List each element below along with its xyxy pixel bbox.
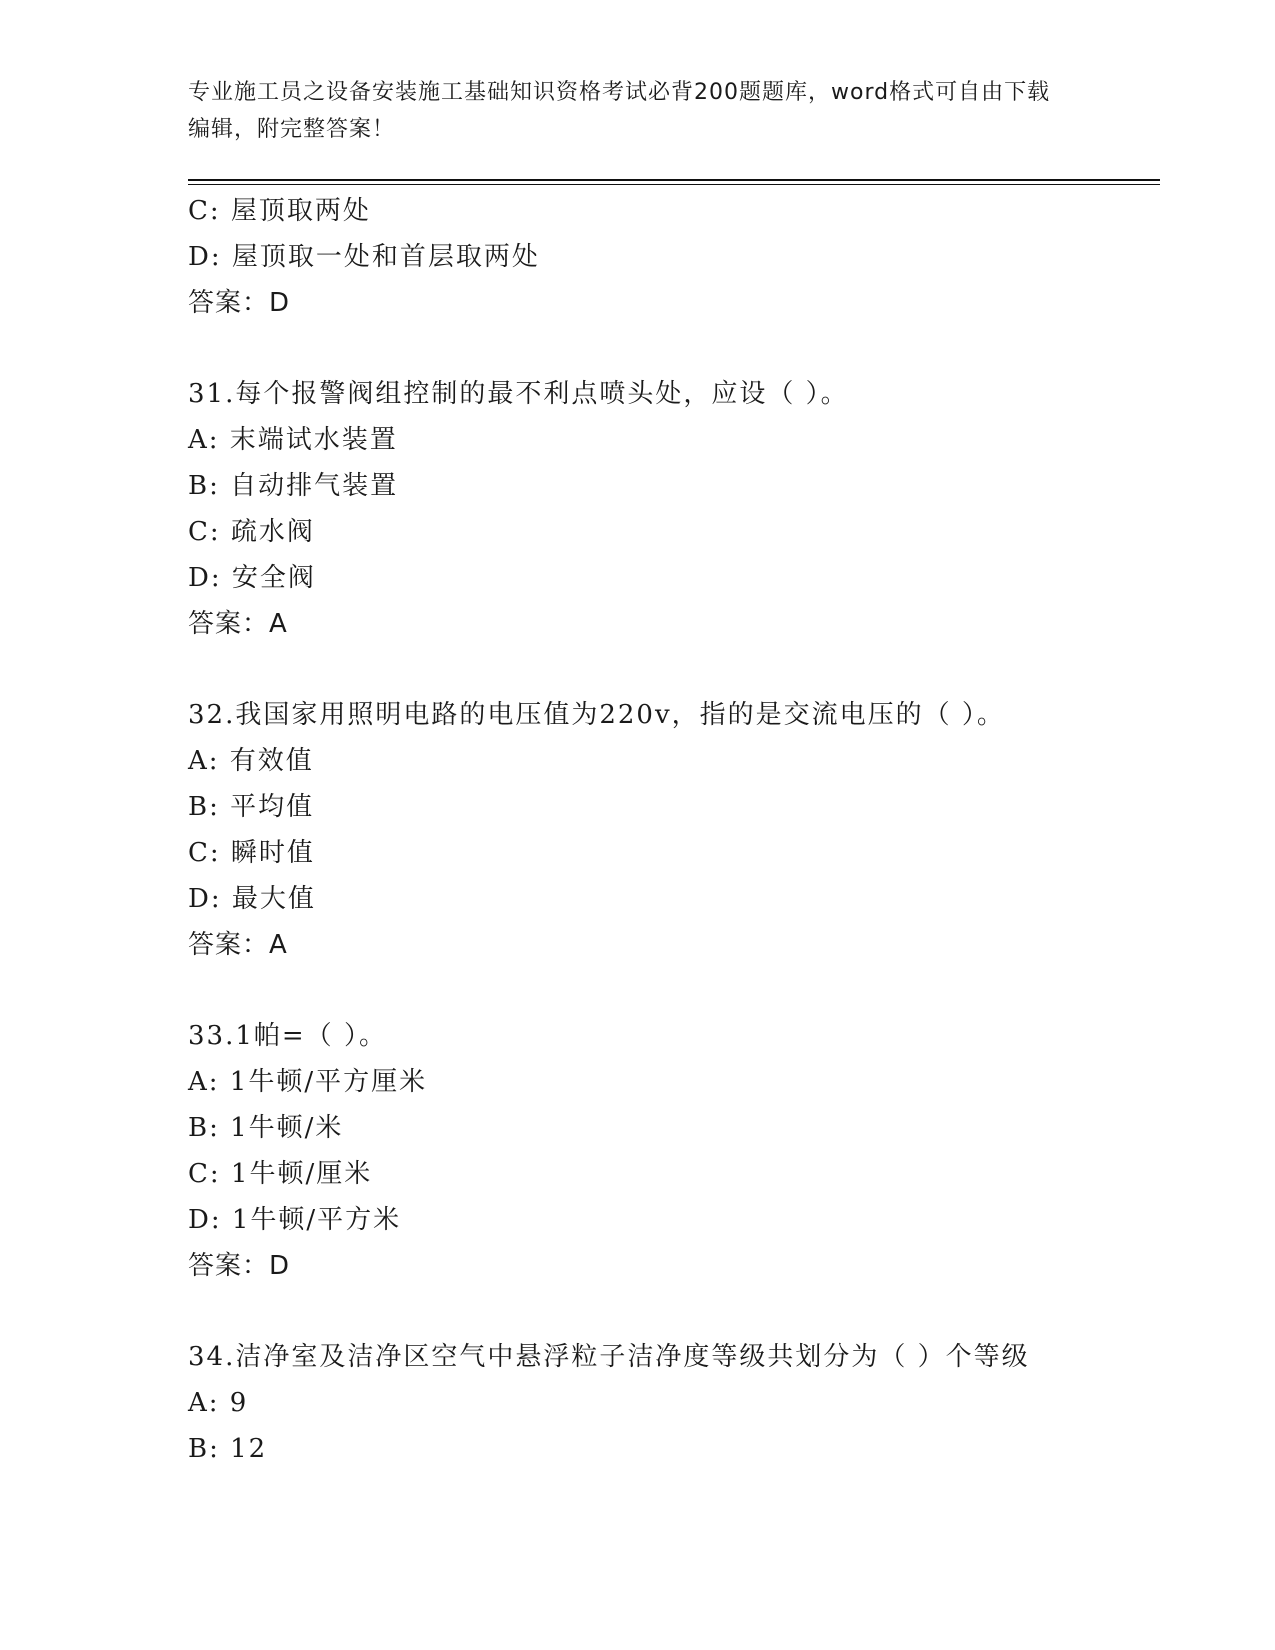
question-block-31	[188, 371, 1148, 647]
option-a: A: 有效值	[188, 746, 314, 776]
question-stem: 34.洁净室及洁净区空气中悬浮粒子洁净度等级共划分为（ ）个等级	[188, 1342, 1030, 1372]
spacer	[188, 647, 1148, 692]
option-a: A: 9	[188, 1388, 249, 1418]
spacer	[188, 1289, 1148, 1334]
answer-line: 答案：D	[188, 1251, 291, 1281]
answer-line: 答案：D	[188, 288, 291, 318]
header-rule-thick	[188, 179, 1160, 181]
document-body	[188, 188, 1148, 1472]
question-stem: 31.每个报警阀组控制的最不利点喷头处，应设（ ）。	[188, 379, 849, 409]
option-a: A: 1牛顿/平方厘米	[188, 1067, 428, 1097]
spacer	[188, 326, 1148, 371]
question-block-33	[188, 1013, 1148, 1289]
option-b: B: 12	[188, 1434, 268, 1464]
option-d: D: 最大值	[188, 884, 316, 914]
spacer	[188, 968, 1148, 1013]
question-block-34	[188, 1334, 1148, 1472]
answer-line: 答案：A	[188, 930, 288, 960]
question-block-continued	[188, 188, 1148, 326]
option-b: B: 平均值	[188, 792, 315, 822]
option-c: C: 瞬时值	[188, 838, 315, 868]
answer-line: 答案：A	[188, 609, 288, 639]
option-b: B: 自动排气装置	[188, 471, 399, 501]
document-header: 专业施工员之设备安装施工基础知识资格考试必背200题题库，word格式可自由下载编辑，附完整答案！	[188, 80, 1051, 142]
option-c: C: 1牛顿/厘米	[188, 1159, 373, 1189]
question-block-32	[188, 692, 1148, 968]
question-stem: 32.我国家用照明电路的电压值为220v，指的是交流电压的（ ）。	[188, 700, 1005, 730]
header-rule-thin	[188, 184, 1160, 185]
option-d: D: 屋顶取一处和首层取两处	[188, 242, 540, 272]
option-c: C: 疏水阀	[188, 517, 315, 547]
option-c: C: 屋顶取两处	[188, 196, 371, 226]
question-stem: 33.1帕=（ ）。	[188, 1021, 387, 1051]
option-b: B: 1牛顿/米	[188, 1113, 344, 1143]
option-d: D: 安全阀	[188, 563, 316, 593]
option-d: D: 1牛顿/平方米	[188, 1205, 402, 1235]
option-a: A: 末端试水装置	[188, 425, 398, 455]
